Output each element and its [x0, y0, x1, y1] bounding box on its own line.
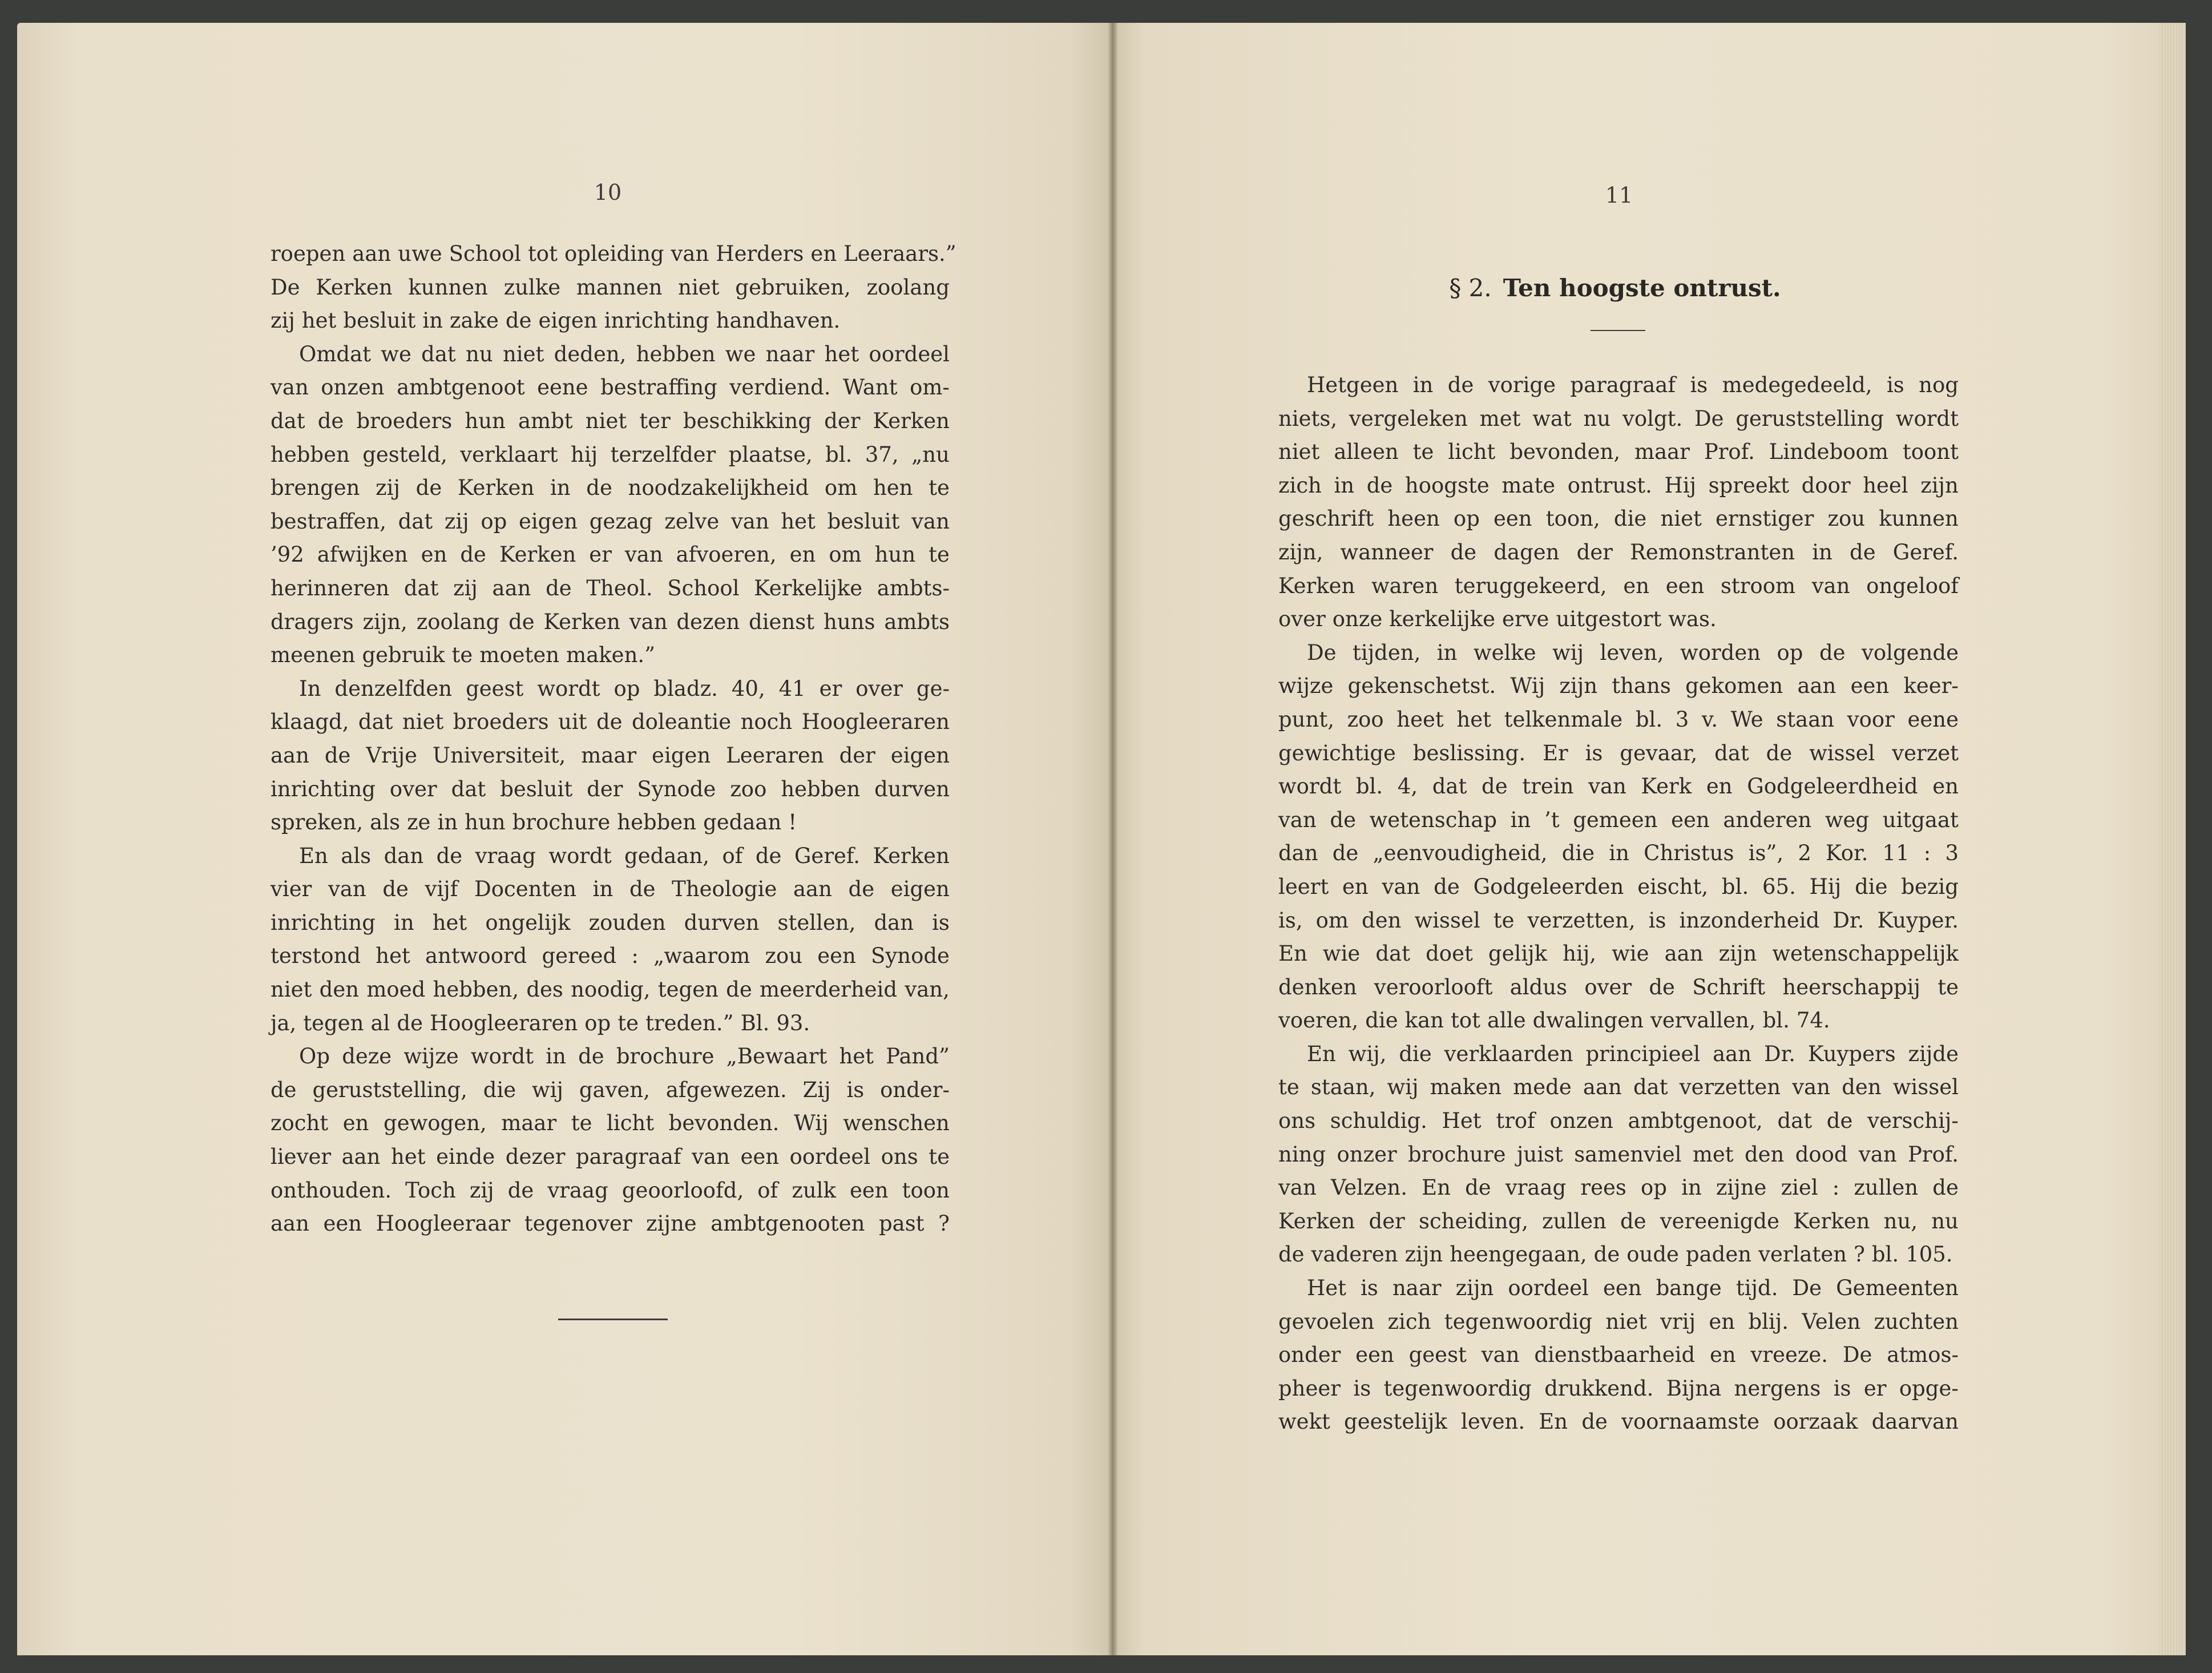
text-line: te staan, wij maken mede aan dat verzetten van den wissel	[1278, 1075, 1959, 1100]
text-line: bestraffen, dat zij op eigen gezag zelve van het besluit van	[271, 509, 950, 534]
text-line: terstond het antwoord gereed : „waarom zou een Synode	[271, 944, 950, 969]
left-page-number: 10	[594, 180, 622, 205]
text-line: aan een Hoogleeraar tegenover zijne ambtgenooten past ?	[271, 1211, 950, 1236]
text-line: En als dan de vraag wordt gedaan, of de Geref. Kerken	[299, 843, 950, 868]
text-line: brengen zij de Kerken in de noodzakelijkheid om hen te	[271, 475, 950, 501]
text-line: zocht en gewogen, maar te licht bevonden. Wij wenschen	[271, 1111, 950, 1136]
text-line: roepen aan uwe School tot opleiding van Herders en Leeraars.”	[271, 241, 956, 266]
text-line: wijze gekenschetst. Wij zijn thans gekomen aan een keer-	[1278, 674, 1959, 699]
section-number: § 2.	[1449, 274, 1492, 302]
text-line: Hetgeen in de vorige paragraaf is medegedeeld, is nog	[1307, 373, 1959, 397]
text-line: is, om den wissel te verzetten, is inzonderheid Dr. Kuyper.	[1278, 908, 1959, 933]
page-edge-stack	[2159, 23, 2186, 1655]
right-page-number: 11	[1605, 183, 1633, 208]
text-line: onder een geest van dienstbaarheid en vreeze. De atmos-	[1278, 1343, 1959, 1368]
end-rule	[558, 1319, 668, 1320]
text-line: liever aan het einde dezer paragraaf van een oordeel ons te	[271, 1144, 950, 1170]
text-line: van de wetenschap in ’t gemeen een anderen weg uitgaat	[1278, 807, 1959, 832]
text-line: inrichting over dat besluit der Synode zoo hebben durven	[271, 776, 950, 801]
text-line: gevoelen zich tegenwoordig niet vrij en blij. Velen zuchten	[1278, 1309, 1959, 1334]
text-line: De tijden, in welke wij leven, worden op de volgende	[1307, 640, 1959, 665]
text-line: Kerken der scheiding, zullen de vereenigde Kerken nu, nu	[1278, 1208, 1959, 1233]
text-line: wekt geestelijk leven. En de voornaamste oorzaak daarvan	[1278, 1409, 1959, 1434]
text-line: ning onzer brochure juist samenviel met den dood van Prof.	[1278, 1142, 1959, 1167]
text-line: niet alleen te licht bevonden, maar Prof. Lindeboom toont	[1278, 440, 1959, 465]
text-line: En wie dat doet gelijk hij, wie aan zijn wetenschappelijk	[1278, 941, 1959, 966]
text-line: over onze kerkelijke erve uitgestort was.	[1278, 607, 1717, 632]
text-line: hebben gesteld, verklaart hij terzelfder plaatse, bl. 37, „nu	[271, 442, 950, 467]
text-line: Op deze wijze wordt in de brochure „Bewaart het Pand”	[299, 1044, 950, 1069]
text-line: wordt bl. 4, dat de trein van Kerk en Godgeleerdheid en	[1278, 774, 1959, 799]
text-line: gewichtige beslissing. Er is gevaar, dat de wissel verzet	[1278, 740, 1959, 765]
text-line: En wij, die verklaarden principieel aan Dr. Kuypers zijde	[1307, 1041, 1959, 1066]
text-line: niet den moed hebben, des noodig, tegen de meerderheid van,	[271, 977, 950, 1002]
text-line: van onzen ambtgenoot eene bestraffing verdiend. Want om-	[271, 375, 950, 400]
section-heading	[1330, 274, 1900, 302]
book-gutter	[1108, 23, 1117, 1655]
text-line: niets, vergeleken met wat nu volgt. De geruststelling wordt	[1278, 406, 1959, 431]
text-line: Omdat we dat nu niet deden, hebben we naar het oordeel	[299, 341, 950, 366]
text-line: In denzelfden geest wordt op bladz. 40, 41 er over ge-	[299, 676, 950, 701]
text-line: spreken, als ze in hun brochure hebben gedaan !	[271, 810, 797, 835]
text-line: zij het besluit in zake de eigen inrichting handhaven.	[271, 308, 841, 333]
text-line: zijn, wanneer de dagen der Remonstranten in de Geref.	[1278, 539, 1959, 565]
text-line: pheer is tegenwoordig drukkend. Bijna nergens is er opge-	[1278, 1376, 1959, 1401]
text-line: Kerken waren teruggekeerd, en een stroom van ongeloof	[1278, 573, 1959, 598]
right-page-body	[1278, 369, 1959, 1439]
text-line: geschrift heen op een toon, die niet ernstiger zou kunnen	[1278, 506, 1959, 531]
text-line: leert en van de Godgeleerden eischt, bl. 65. Hij die bezig	[1278, 874, 1959, 899]
text-line: dragers zijn, zoolang de Kerken van dezen dienst huns ambts	[271, 609, 950, 634]
text-line: aan de Vrije Universiteit, maar eigen Leeraren der eigen	[271, 743, 950, 768]
text-line: klaagd, dat niet broeders uit de doleantie noch Hoogleeraren	[271, 709, 950, 735]
text-line: van Velzen. En de vraag rees op in zijne ziel : zullen de	[1278, 1175, 1959, 1200]
text-line: dan de „eenvoudigheid, die in Christus is”, 2 Kor. 11 : 3	[1278, 841, 1959, 866]
text-line: de vaderen zijn heengegaan, de oude paden verlaten ? bl. 105.	[1278, 1242, 1953, 1267]
text-line: zich in de hoogste mate ontrust. Hij spreekt door heel zijn	[1278, 473, 1959, 498]
section-title: Ten hoogste ontrust.	[1503, 274, 1781, 302]
text-line: voeren, die kan tot alle dwalingen vervallen, bl. 74.	[1278, 1008, 1830, 1033]
text-line: meenen gebruik te moeten maken.”	[271, 643, 656, 668]
text-line: De Kerken kunnen zulke mannen niet gebruiken, zoolang	[271, 275, 950, 300]
text-line: herinneren dat zij aan de Theol. School Kerkelijke ambts-	[271, 575, 950, 600]
text-line: dat de broeders hun ambt niet ter beschikking der Kerken	[271, 408, 950, 433]
text-line: ja, tegen al de Hoogleeraren op te treden.” Bl. 93.	[271, 1010, 810, 1035]
text-line: onthouden. Toch zij de vraag geoorloofd, of zulk een toon	[271, 1178, 950, 1203]
text-line: inrichting in het ongelijk zouden durven stellen, dan is	[271, 910, 950, 935]
heading-rule	[1591, 330, 1645, 331]
text-line: punt, zoo heet het telkenmale bl. 3 v. We staan voor eene	[1278, 707, 1959, 732]
text-line: denken veroorlooft aldus over de Schrift heerschappij te	[1278, 974, 1959, 999]
text-line: Het is naar zijn oordeel een bange tijd. De Gemeenten	[1307, 1276, 1959, 1301]
text-line: ’92 afwijken en de Kerken er van afvoeren, en om hun te	[271, 542, 950, 567]
left-page-body	[271, 237, 956, 1241]
text-line: de geruststelling, die wij gaven, afgewezen. Zij is onder-	[271, 1077, 950, 1102]
text-line: vier van de vijf Docenten in de Theologie aan de eigen	[271, 877, 950, 902]
text-line: ons schuldig. Het trof onzen ambtgenoot, dat de verschij-	[1278, 1108, 1959, 1134]
